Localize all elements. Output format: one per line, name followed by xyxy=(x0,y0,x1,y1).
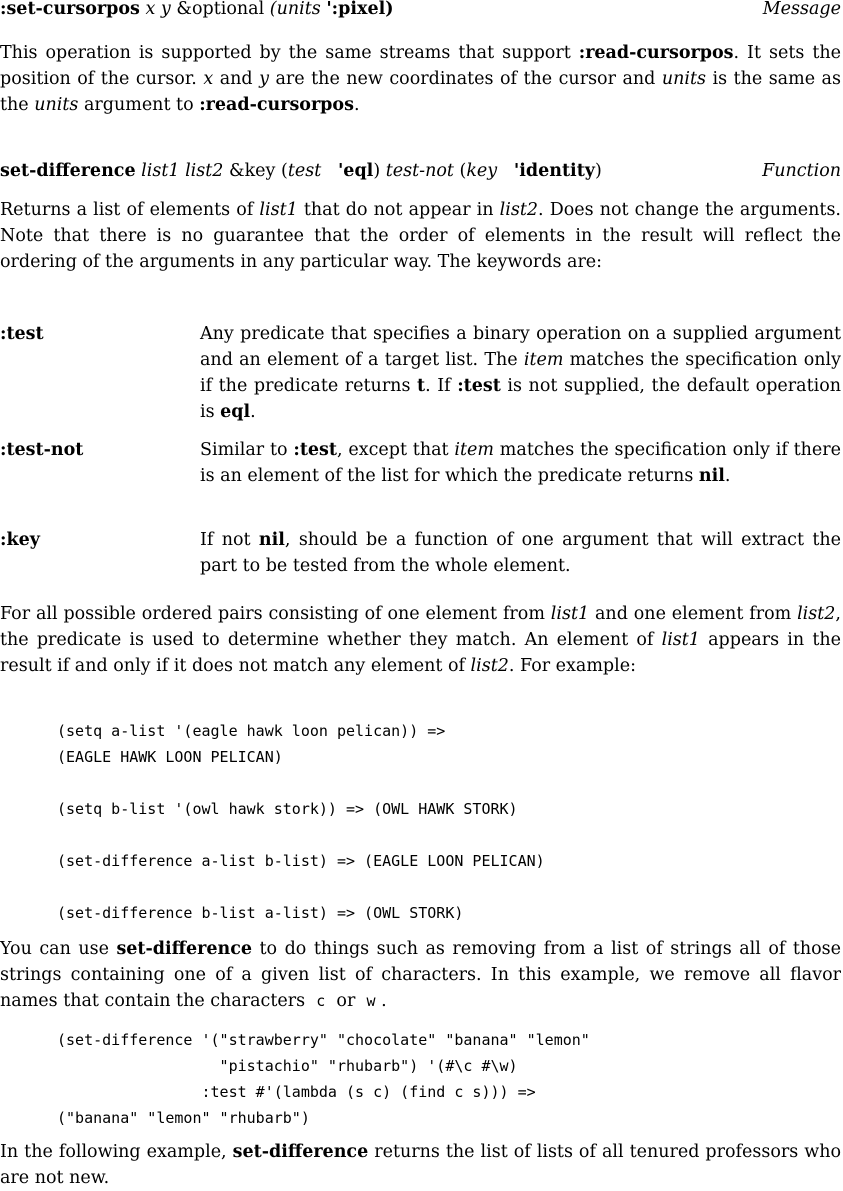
entry-type: Message xyxy=(762,0,841,19)
code-line xyxy=(57,874,545,900)
keyword-description: Any predicate that specifies a binary operation on a supplied argument and an element of a target list. The item matches the specification only if the predicate returns t. If :test is not supplied, the default operation is eql. xyxy=(200,324,841,422)
code-line: (set-difference '("strawberry" "chocolate" "banana" "lemon" xyxy=(57,1031,590,1049)
keyword-description: Similar to :test, except that item matches the specification only if there is an element of the list for which the predicate returns nil. xyxy=(200,440,842,486)
code-line xyxy=(57,770,545,796)
entry-name: :set-cursorpos xyxy=(0,0,140,19)
code-line: ("banana" "lemon" "rhubarb") xyxy=(57,1109,310,1127)
cross-reference: :read-cursorpos xyxy=(578,43,734,63)
entry-type: Function xyxy=(762,161,841,181)
code-line xyxy=(57,822,545,848)
entry-header-set-cursorpos xyxy=(0,0,841,22)
code-example xyxy=(57,1027,590,1131)
cross-reference: set-difference xyxy=(232,1142,369,1162)
body-paragraph: You can use set-difference to do things such as removing from a list of strings all of those strings containing one of a given list of characters. In this example, we remove all flavor names that contain the characters c or w . xyxy=(0,939,841,1011)
cross-reference: set-difference xyxy=(116,939,253,959)
optional-default: ':pixel) xyxy=(326,0,394,19)
body-paragraph: In the following example, set-difference returns the list of lists of all tenured professors who are not new. xyxy=(0,1142,842,1188)
entry-name: set-difference xyxy=(0,161,136,181)
keyword-description: If not nil, should be a function of one argument that will extract the part to be tested from the whole element. xyxy=(200,530,841,576)
code-line: (setq a-list '(eagle hawk loon pelican)) => xyxy=(57,722,446,740)
entry-header-set-difference: set-difference list1 list2 &key (test 'eql) test-not (key 'identity) Function xyxy=(0,158,841,184)
code-example xyxy=(57,718,545,926)
cross-reference: :read-cursorpos xyxy=(199,95,354,115)
optional-arg: (units xyxy=(269,0,321,19)
code-line: (set-difference b-list a-list) => (OWL STORK) xyxy=(57,904,464,922)
code-line: (EAGLE HAWK LOON PELICAN) xyxy=(57,748,283,766)
lambda-keyword: &key xyxy=(229,161,276,181)
code-line: (set-difference a-list b-list) => (EAGLE LOON PELICAN) xyxy=(57,852,545,870)
keyword-name: :test-not xyxy=(0,440,84,460)
code-line: :test #'(lambda (s c) (find c s))) => xyxy=(57,1083,536,1101)
entry-args: x y xyxy=(145,0,171,19)
entry-description: Returns a list of elements of list1 that do not appear in list2. Does not change the arguments. Note that there is no guarantee that the order of elements in the result will reflect the ordering of the arguments in any particular way. The keywords are: xyxy=(0,200,841,272)
entry-description: This operation is supported by the same streams that support :read-cursorpos. It sets the position of the cursor. x and y are the new coordinates of the cursor and units is the same as the units argument to :read-cursorpos. xyxy=(0,43,841,115)
keyword-name: :test xyxy=(0,324,44,344)
code-line: (setq b-list '(owl hawk stork)) => (OWL HAWK STORK) xyxy=(57,800,518,818)
entry-args: list1 list2 xyxy=(141,161,224,181)
code-line: "pistachio" "rhubarb") '(#\c #\w) xyxy=(57,1057,518,1075)
keyword-name: :key xyxy=(0,530,40,550)
body-paragraph: For all possible ordered pairs consisting of one element from list1 and one element from list2, the predicate is used to determine whether they match. An element of list1 appears in the result if and only if it does not match any element of list2. For example: xyxy=(0,604,841,676)
lambda-keyword: &optional xyxy=(176,0,265,19)
